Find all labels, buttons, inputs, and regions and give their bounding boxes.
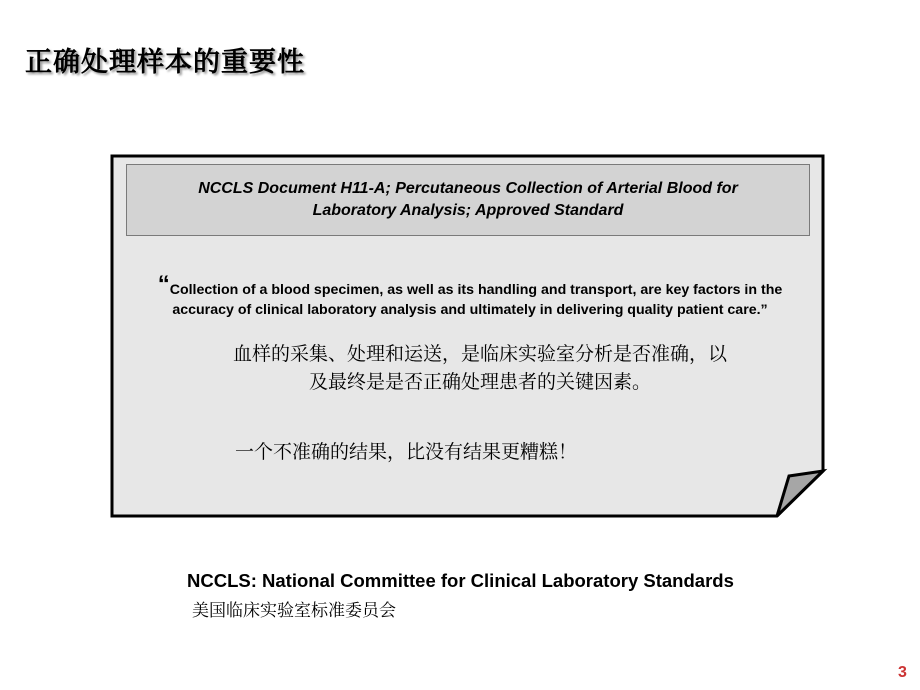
english-quote-text: Collection of a blood specimen, as well as its handling and transport, are key factors in the accuracy of clinical laboratory analysis and ultimately in delivering quality patient care.” [169,282,783,318]
footer-abbreviation-cn: 美国临床实验室标准委员会 [192,601,396,621]
english-quote [140,271,800,320]
document-title-line1: NCCLS Document H11-A; Percutaneous Collection of Arterial Blood for [198,180,738,197]
document-title-line2: Laboratory Analysis; Approved Standard [312,202,624,219]
document-title-box [126,164,810,236]
page-number: 3 [898,664,907,681]
conclusion-text: 一个不准确的结果，比没有结果更糟糕！ [235,441,578,463]
open-quote-mark: “ [157,271,170,298]
chinese-quote-line2: 及最终是是否正确处理患者的关键因素。 [308,371,651,393]
footer-abbreviation-en: NCCLS: National Committee for Clinical Laboratory Standards [187,570,734,591]
slide-title: 正确处理样本的重要性 [25,47,305,78]
chinese-quote-line1: 血样的采集、处理和运送，是临床实验室分析是否准确，以 [232,343,727,365]
chinese-quote [150,340,810,396]
